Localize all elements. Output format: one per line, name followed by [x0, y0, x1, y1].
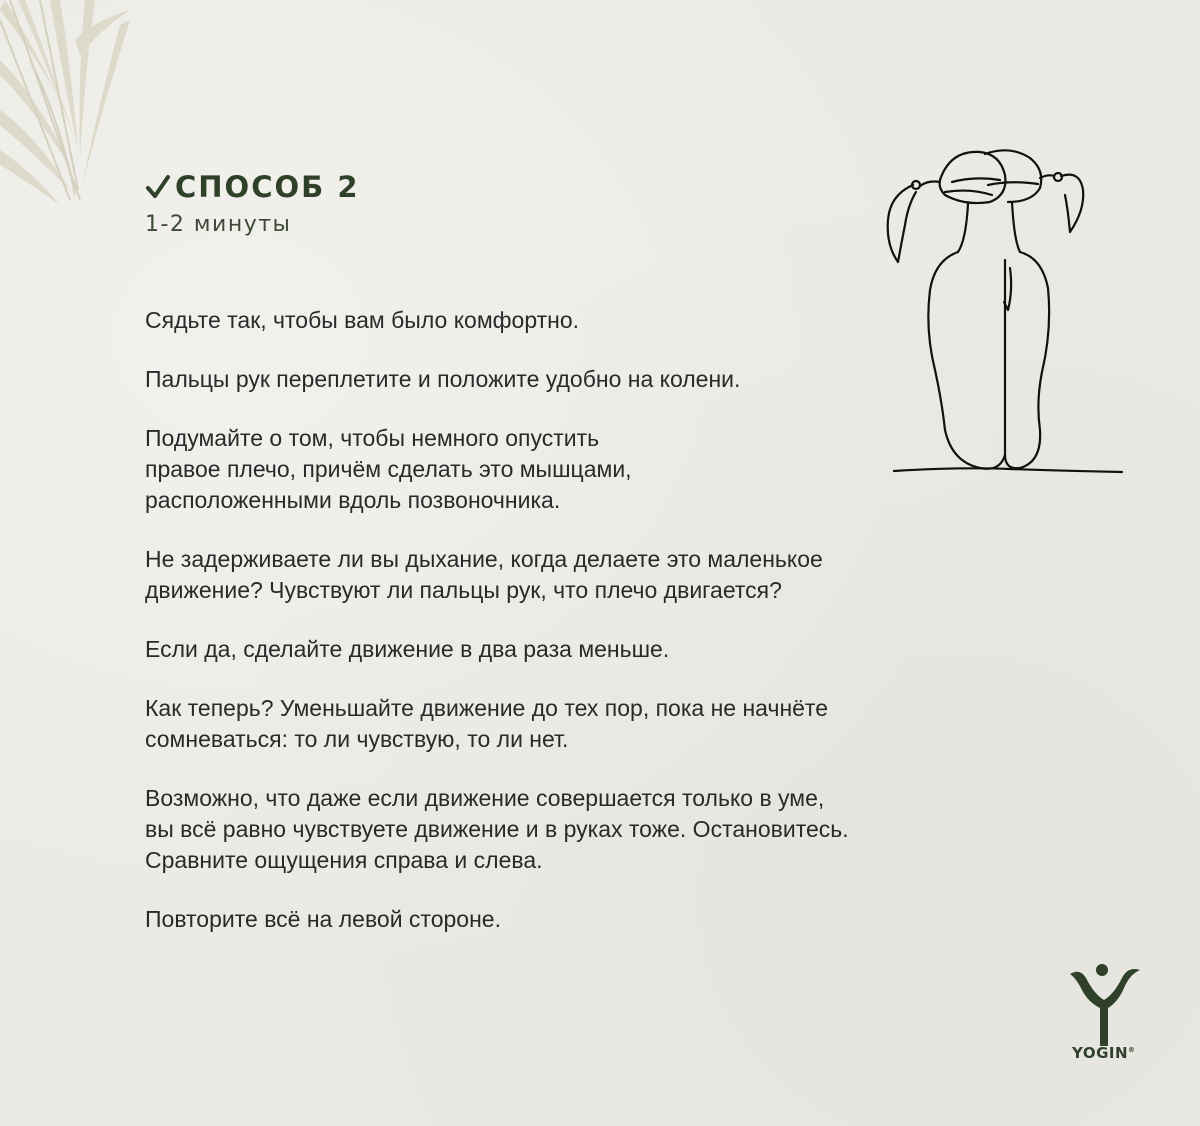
text-line: вы всё равно чувствуете движение и в руках тоже. Остановитесь.	[145, 816, 849, 842]
duration-subtitle: 1-2 минуты	[145, 212, 292, 237]
text-line: Сравните ощущения справа и слева.	[145, 847, 543, 873]
instruction-paragraph	[145, 544, 1045, 606]
checkmark-icon	[145, 174, 171, 200]
instruction-paragraph	[145, 634, 1045, 665]
section-heading	[145, 170, 360, 204]
registered-mark: ®	[1128, 1046, 1136, 1054]
text-line: Если да, сделайте движение в два раза меньше.	[145, 636, 670, 662]
seated-figure-illustration	[880, 140, 1130, 480]
text-line: Как теперь? Уменьшайте движение до тех пор, пока не начнёте	[145, 695, 829, 721]
text-line: Не задерживаете ли вы дыхание, когда делаете это маленькое	[145, 546, 823, 572]
brand-name	[1072, 1044, 1136, 1062]
text-line: Подумайте о том, чтобы немного опустить	[145, 425, 600, 451]
text-line: Сядьте так, чтобы вам было комфортно.	[145, 307, 580, 333]
text-line: сомневаться: то ли чувствую, то ли нет.	[145, 726, 569, 752]
text-line: правое плечо, причём сделать это мышцами,	[145, 456, 632, 482]
instruction-paragraph	[145, 904, 1045, 935]
text-line: движение? Чувствуют ли пальцы рук, что плечо двигается?	[145, 577, 782, 603]
instruction-paragraph	[145, 693, 1045, 755]
heading-title: СПОСОБ 2	[175, 170, 360, 204]
text-line: Возможно, что даже если движение совершается только в уме,	[145, 785, 825, 811]
text-line: Повторите всё на левой стороне.	[145, 906, 501, 932]
instruction-paragraph	[145, 783, 1045, 876]
text-line: расположенными вдоль позвоночника.	[145, 487, 561, 513]
text-line: Пальцы рук переплетите и положите удобно на колени.	[145, 366, 741, 392]
brand-name-text: YOGIN	[1072, 1044, 1129, 1062]
